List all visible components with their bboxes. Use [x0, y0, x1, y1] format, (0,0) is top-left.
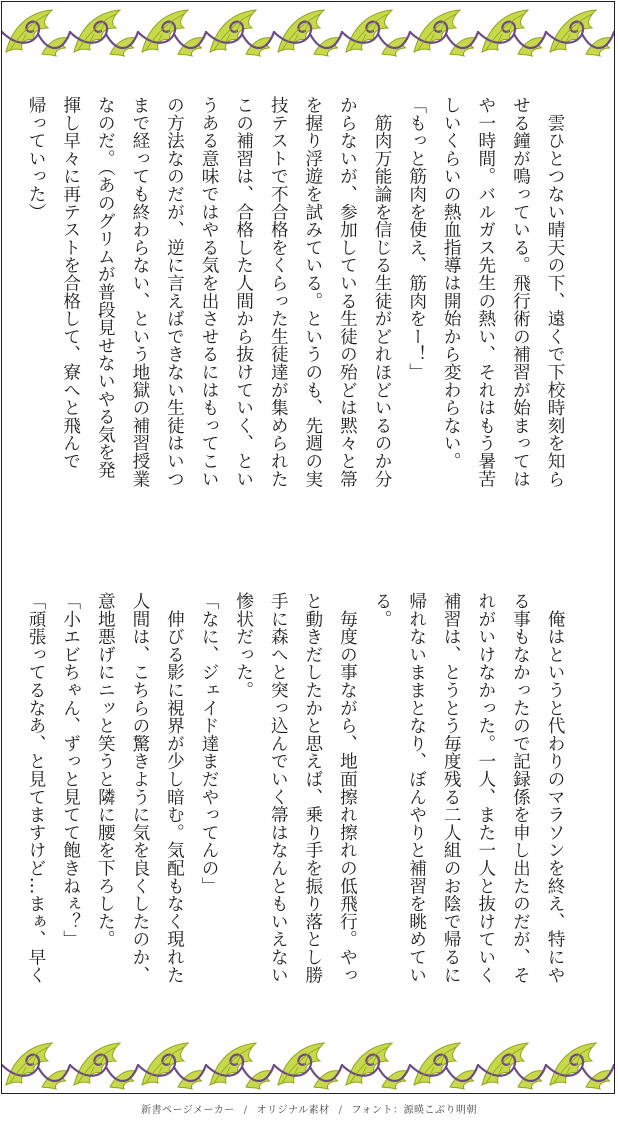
leaf-icon [110, 38, 136, 56]
leaf-icon [110, 1071, 136, 1089]
ornament-motif [410, 10, 478, 56]
ornament-motif [2, 1043, 70, 1089]
page-frame [1, 1, 615, 1094]
leaf-icon [178, 1071, 204, 1089]
bottom-ornament-border [2, 1035, 614, 1093]
leaf-icon [586, 1071, 612, 1089]
credit-material: オリジナル素材 [256, 1105, 330, 1116]
top-ornament-border [2, 2, 614, 60]
ornament-motif [138, 10, 206, 56]
leaf-icon [450, 1071, 476, 1089]
leaf-icon [314, 38, 340, 56]
credit-template: 新書ページメーカー [140, 1105, 235, 1116]
ornament-motif [546, 1043, 614, 1089]
leaf-icon [178, 38, 204, 56]
leaf-icon [586, 38, 612, 56]
credit-separator: / [338, 1105, 343, 1116]
ornament-motif [206, 10, 274, 56]
leaf-icon [518, 1071, 544, 1089]
ornament-motif [274, 10, 342, 56]
leaf-icon [382, 38, 408, 56]
leaf-icon [246, 1071, 272, 1089]
leaf-icon [42, 1071, 68, 1089]
ornament-motif [70, 1043, 138, 1089]
leaf-icon [382, 1071, 408, 1089]
ornament-motif [274, 1043, 342, 1089]
ornament-motif [478, 1043, 546, 1089]
ornament-motif [2, 10, 70, 56]
ornament-motif [70, 10, 138, 56]
credit-separator: / [243, 1105, 248, 1116]
ornament-motif [410, 1043, 478, 1089]
leaf-icon [42, 38, 68, 56]
leaf-icon [518, 38, 544, 56]
leaf-icon [450, 38, 476, 56]
upper-text-block: 雲ひとつない晴天の下、遠くで下校時刻を知ら せる鐘が鳴っている。飛行術の補習が始まっては や一時間。バルガス先生の熱い、それはもう暑苦 しいくらいの熱血指導は開始から変わらない。 「もっと筋肉を使え、筋肉をー！」 筋肉万能論を信じる生徒がどれほどいるのか分 からないが、参加している生徒の殆どは黙々と箒 を握り浮遊を試みている。というのも、先週の実 技テストで不合格をくらった生徒達が集められた この補習は、合格した人間から抜けていく、とい うある意味ではやる気を出させるにはもってこい の方法なのだが、逆に言えばできない生徒はいつ まで経っても終わらない、という地獄の補習授業 なのだ。（あのグリムが普段見せないやる気を発 揮し早々に再テストを合格して、寮へと飛んで 帰っていった） [26, 96, 565, 488]
leaf-vine-ornament [2, 1035, 614, 1093]
ornament-motif [138, 1043, 206, 1089]
lower-text-block: 俺はというと代わりのマラソンを終え、特にや る事もなかったので記録係を申し出たのだが、そ れがいけなかった。一人、また一人と抜けていく 補習は、とうとう毎度残る二人組のお陰で帰るに 帰れないままとなり、ぼんやりと補習を眺めてい る。 毎度の事ながら、地面擦れ擦れの低飛行。やっ と動きだしたかと思えば、乗り手を振り落とし勝 手に森へと突っ込んでいく箒はなんともいえない 惨状だった。 「なに、ジェイド達まだやってんの」 伸びる影に視界が少し暗む。気配もなく現れた 人間は、こちらの驚きように気を良くしたのか、 意地悪げにニッと笑うと隣に腰を下ろした。 「小エビちゃん、ずっと見てて飽きねぇ？」 「頑張ってるなあ、と見てますけど…まぁ、早く [26, 592, 565, 984]
ornament-motif [478, 10, 546, 56]
credit-font: フォント：源暎こぶり明朝 [351, 1105, 478, 1116]
ornament-motif [546, 10, 614, 56]
leaf-icon [246, 38, 272, 56]
ornament-motif [342, 1043, 410, 1089]
credit-footer [0, 1101, 618, 1116]
ornament-motif [206, 1043, 274, 1089]
ornament-motif [342, 10, 410, 56]
leaf-icon [314, 1071, 340, 1089]
leaf-vine-ornament [2, 2, 614, 60]
